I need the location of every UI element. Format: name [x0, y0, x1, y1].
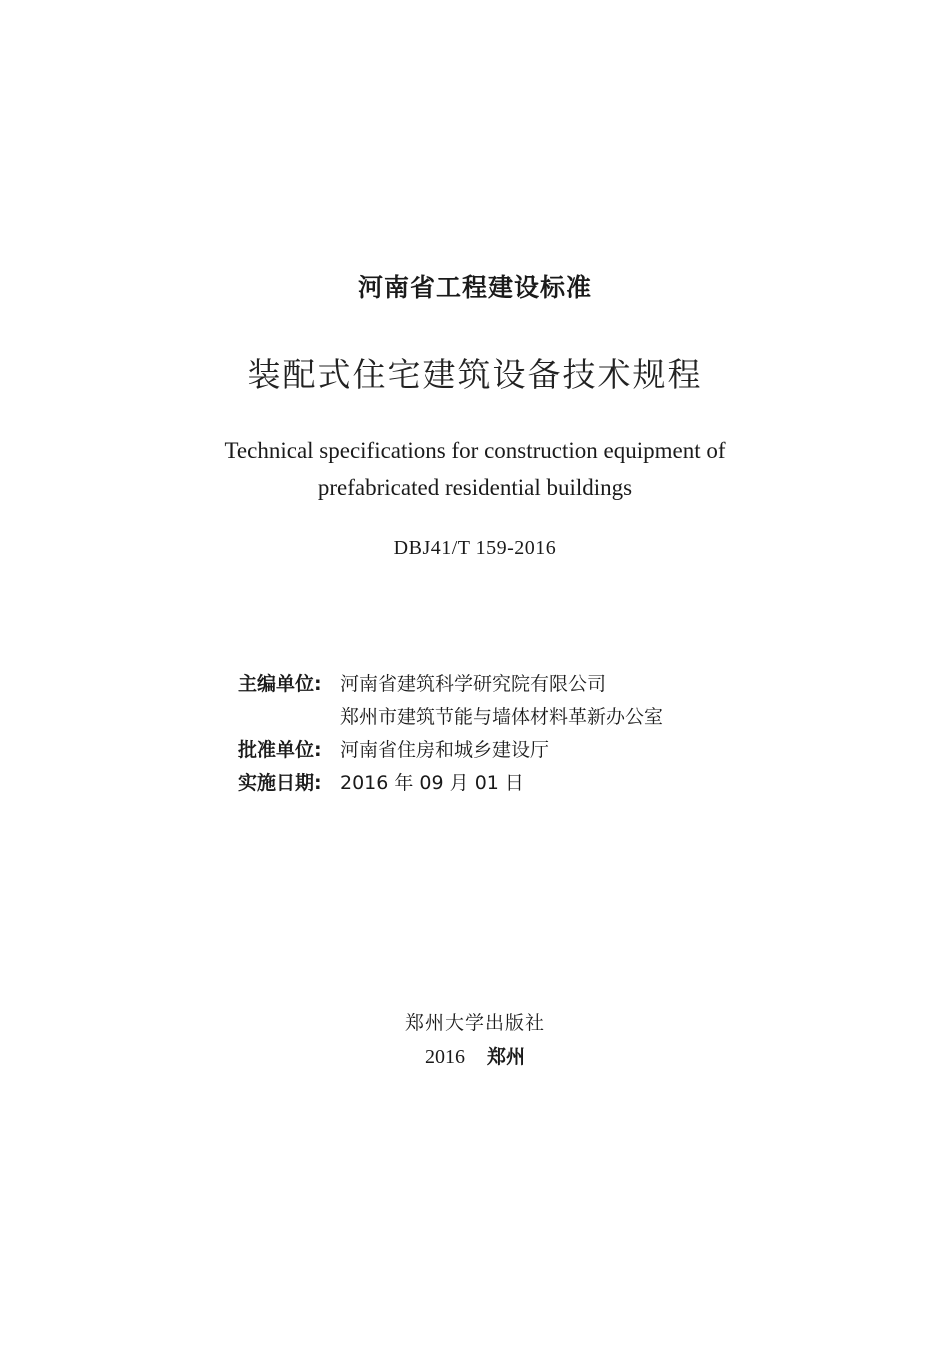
approval-row [238, 734, 663, 767]
standard-title-chinese: 装配式住宅建筑设备技术规程 [247, 355, 703, 394]
approval-unit: 河南省住房和城乡建设厅 [340, 739, 550, 761]
chief-editor-unit-2: 郑州市建筑节能与墙体材料革新办公室 [340, 706, 664, 728]
effective-date-row [238, 767, 663, 800]
effective-date-label: 实施日期: [238, 772, 322, 794]
chief-editor-row-2 [238, 701, 663, 734]
publisher-name: 郑州大学出版社 [404, 1012, 545, 1034]
publication-year: 2016 [424, 1046, 465, 1068]
english-title-line-2: prefabricated residential buildings [317, 475, 633, 500]
english-title-line-1: Technical specifications for construction equipment of [224, 438, 726, 463]
issuing-info-block [238, 668, 663, 800]
approval-label: 批准单位: [238, 739, 322, 761]
chief-editor-unit-1: 河南省建筑科学研究院有限公司 [340, 673, 607, 695]
chief-editor-row [238, 668, 663, 701]
publisher-imprint [0, 1042, 950, 1069]
publication-city: 郑州 [486, 1046, 525, 1068]
series-title: 河南省工程建设标准 [357, 273, 592, 302]
chief-editor-label: 主编单位: [238, 673, 322, 695]
effective-date-value: 2016 年 09 月 01 日 [340, 772, 524, 794]
standard-title-english [0, 432, 950, 506]
standard-code: DBJ41/T 159-2016 [393, 537, 557, 559]
